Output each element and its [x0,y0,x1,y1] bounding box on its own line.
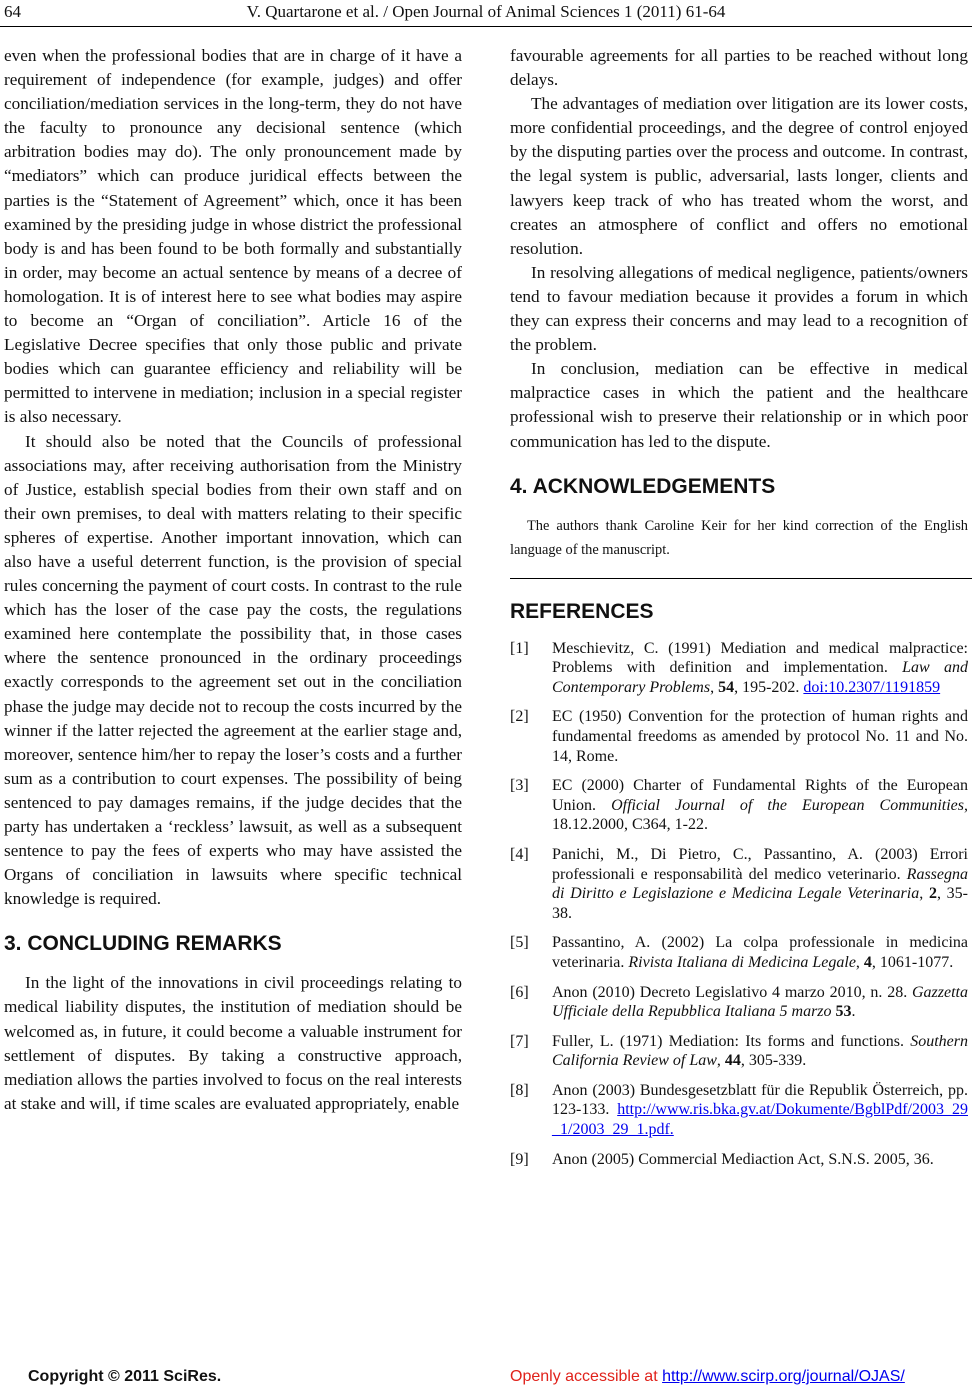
reference-text [552,639,968,698]
section-heading-concluding-remarks: 3. CONCLUDING REMARKS [4,932,282,956]
reference-fragment: Anon (2005) Commercial Mediaction Act, S.N.S. 2005, 36. [552,1150,934,1168]
reference-text [552,1150,968,1170]
reference-list [510,639,968,1170]
reference-fragment: , [855,953,864,971]
reference-number: [9] [510,1150,529,1168]
reference-text [552,933,968,972]
left-column [4,44,462,1116]
reference-fragment: Anon (2010) Decreto Legislativo 4 marzo 2010, n. 28. [552,983,912,1001]
reference-item [510,983,968,1022]
reference-item [510,933,968,972]
reference-number: [8] [510,1081,529,1099]
body-paragraph: In conclusion, mediation can be effective in medical malpractice cases in which the patient and the healthcare professional wish to preserve their relationship or in which poor communication has led to the dispute. [510,359,968,451]
reference-fragment: , [716,1052,725,1070]
reference-fragment: Fuller, L. (1971) Mediation: Its forms and functions. [552,1032,911,1050]
section-heading-references: REFERENCES [510,599,654,623]
reference-source: Gazzetta Ufficiale della Repubblica Italiana 5 marzo [552,983,968,1021]
reference-volume: 4 [863,953,872,971]
reference-source: Official Journal of the European Communities [611,796,965,814]
reference-fragment: , 195-202. [734,678,804,696]
reference-text [552,983,968,1022]
reference-source: Rivista Italiana di Medicina Legale [628,953,856,971]
reference-text [552,776,968,835]
reference-volume: 54 [718,678,735,696]
reference-source: Law and Contemporary Problems [552,659,968,696]
reference-text [552,1032,968,1071]
reference-fragment: Passantino, A. (2002) La colpa professionale in medicina veterinaria. [552,934,968,971]
acknowledgement-text: The authors thank Caroline Keir for her kind correction of the English language of the manuscript. [510,517,968,558]
open-access-label: Openly accessible at [510,1368,663,1385]
references-divider [510,578,972,579]
reference-volume: 44 [724,1052,741,1070]
reference-text [552,845,968,923]
reference-volume: 53 [835,1003,852,1021]
body-paragraph: The advantages of mediation over litigation are its lower costs, more confidential proceedings, and the degree of control enjoyed by the disputing parties over the process and outcome. In contrast, the legal system is public, adversarial, lasts longer, clients and lawyers keep track of who has treated whom the worst, and creates an atmosphere of conflict and offers no emotional resolution. [510,94,968,258]
reference-number: [4] [510,845,529,863]
reference-item [510,845,968,923]
reference-fragment: , 1061-1077. [871,953,954,971]
section-heading-acknowledgements: 4. ACKNOWLEDGEMENTS [510,474,776,498]
reference-source: Southern California Review of Law [552,1032,968,1070]
reference-item [510,776,968,835]
right-column [510,44,968,1179]
reference-text [552,1081,968,1140]
reference-fragment: , 18.12.2000, C364, 1-22. [552,796,969,834]
reference-item [510,1081,968,1140]
page-number: 64 [4,2,21,21]
reference-fragment: , [710,678,719,696]
reference-fragment: EC (2000) Charter of Fundamental Rights of the European Union. [552,777,968,814]
reference-number: [3] [510,777,529,795]
reference-item [510,1150,968,1170]
reference-fragment: , [919,885,929,903]
reference-fragment: , 305-339. [740,1052,807,1070]
header-divider [0,26,972,27]
reference-number: [5] [510,934,529,952]
body-paragraph: In resolving allegations of medical negligence, patients/owners tend to favour mediation because it provides a forum in which they can express their concerns and may lead to a recognition of the problem. [510,262,968,355]
reference-fragment: Anon (2003) Bundesgesetzblatt für die Republik Österreich, pp. 123-133. [552,1081,968,1119]
body-paragraph: favourable agreements for all parties to be reached without long delays. [510,46,968,90]
body-paragraph: It should also be noted that the Councils of professional associations may, after receiving authorisation from the Ministry of Justice, establish special bodies from their own staff and on their own premises, to deal with matters relating to their specific spheres of expertise. Another important innovation, which can also have a useful deterrent function, is the provision of special rules concerning the payment of court costs. In contrast to the rule which has the loser of the case pay the costs, the regulations examined here contemplate the possibility that, in those cases where the sentence pronounced in the ordinary proceedings exactly corresponds to the agreement set out in the conciliation phase the judge may decide not to recoup the costs incurred by the winner if the latter rejected the agreement at the earlier stage and, moreover, sentence him/her to repay the loser’s costs and a further sum as a contribution to court expenses. The possibility of being sentenced to pay damages remains, if the judge decides that the party has undertaken a ‘reckless’ lawsuit, as well as a subsequent sentence to pay the fees of experts who may have assisted the Organs of conciliation in lawsuits where specific technical knowledge is required. [4,431,462,909]
reference-number: [1] [510,639,529,657]
reference-item [510,707,968,766]
reference-volume: 2 [928,885,937,903]
reference-fragment: . [851,1003,856,1021]
reference-item [510,639,968,698]
open-access-notice [510,1368,905,1386]
reference-fragment: Panichi, M., Di Pietro, C., Passantino, A. (2003) Errori professionali e responsabilità del medico veterinario. [552,845,968,883]
running-head [0,0,972,24]
reference-link[interactable]: http://www.ris.bka.gv.at/Dokumente/BgblPdf/2003_29_1/2003_29_1.pdf. [552,1101,968,1139]
reference-item [510,1032,968,1071]
running-title: V. Quartarone et al. / Open Journal of Animal Sciences 1 (2011) 61-64 [246,2,726,21]
journal-url-link[interactable]: http://www.scirp.org/journal/OJAS/ [662,1368,905,1385]
copyright-notice: Copyright © 2011 SciRes. [28,1368,222,1385]
reference-number: [2] [510,708,529,726]
body-paragraph: even when the professional bodies that are in charge of it have a requirement of independence (for example, judges) and offer conciliation/mediation services in the long-term, they do not have the faculty to pronounce any decisional sentence (which arbitration bodies may do). The only pronouncement made by “mediators” which can produce juridical effects between the parties is the “Statement of Agreement” which, once it has been examined by the presiding judge in whose district the professional body is and has been found to be both formally and substantially in order, may become an actual sentence by means of a decree of homologation. It is of interest here to see what bodies may aspire to become an “Organ of conciliation”. Article 16 of the Legislative Decree specifies that only those public and private bodies which can guarantee efficiency and reliability will be permitted to intervene in mediation; inclusion in a special register is also necessary. [4,46,462,427]
reference-number: [7] [510,1032,529,1050]
reference-source: Rassegna di Diritto e Legislazione e Medicina Legale Veterinaria [552,865,968,903]
reference-fragment: Meschievitz, C. (1991) Mediation and medical malpractice: Problems with definition and implementation. [552,639,968,677]
reference-text [552,707,968,766]
reference-link[interactable]: doi:10.2307/1191859 [803,678,941,696]
body-paragraph: In the light of the innovations in civil proceedings relating to medical liability disputes, the institution of mediation should be welcomed as, in future, it could become a valuable instrument for settlement of disputes. By taking a constructive approach, mediation allows the parties involved to focus on the real interests at stake and will, if time scales are evaluated appropriately, enable [4,973,462,1113]
reference-fragment: EC (1950) Convention for the protection of human rights and fundamental freedoms as amended by protocol No. 11 and No. 14, Rome. [552,708,968,765]
reference-number: [6] [510,983,529,1001]
reference-fragment: , 35-38. [552,885,968,922]
